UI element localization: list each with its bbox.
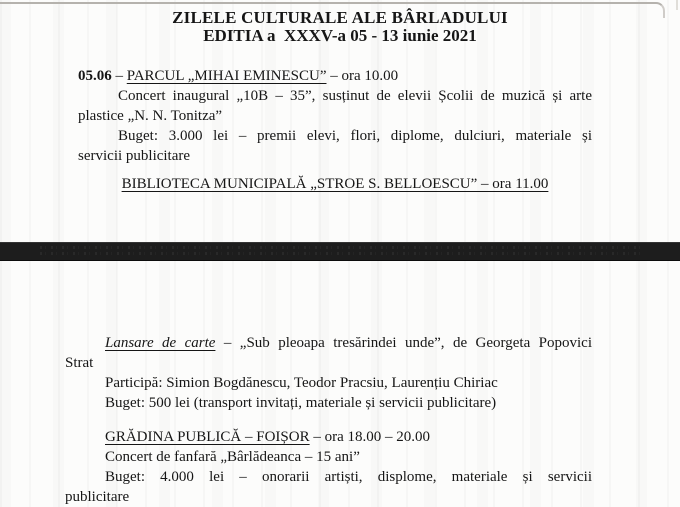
event-parcul-description-line2: plastice „N. N. Tonitza” (78, 108, 223, 124)
event-parcul-heading-line (78, 66, 592, 86)
event-gradina-venue: GRĂDINA PUBLICĂ – FOIȘOR (105, 429, 310, 445)
event-parcul-separator: – (111, 68, 127, 84)
document-header (0, 8, 680, 45)
event-parcul-budget-line2: servicii publicitare (78, 148, 191, 164)
document-subtitle: EDITIA a XXXV-a 05 - 13 iunie 2021 (203, 26, 477, 45)
book-launch-participants: Participă: Simion Bogdănescu, Teodor Pracsiu, Laurențiu Chiriac (105, 375, 498, 391)
event-gradina-heading-line (65, 427, 592, 447)
event-parcul-section (78, 66, 592, 166)
event-biblioteca-heading: BIBLIOTECA MUNICIPALĂ „STROE S. BELLOESCU” – ora 11.00 (121, 176, 549, 192)
book-launch-title-author: „Sub pleoapa tresărindei unde”, de Georgeta Popovici (239, 335, 592, 351)
redacted-bar (0, 242, 680, 261)
book-launch-separator: – (215, 335, 240, 351)
book-launch-budget: Buget: 500 lei (transport invitați, materiale și servicii publicitare) (105, 395, 497, 411)
document-title: ZILELE CULTURALE ALE BÂRLADULUI (172, 8, 508, 27)
event-parcul-date: 05.06 (78, 68, 112, 84)
event-gradina-description: Concert de fanfară „Bârlădeanca – 15 ani” (105, 449, 360, 465)
event-parcul-description-line1: Concert inaugural „10B – 35”, susținut de elevii Școlii de muzică și arte (118, 88, 592, 104)
event-gradina-budget-line1: Buget: 4.000 lei – onorarii artiști, displome, materiale și servicii (105, 469, 592, 485)
event-gradina-budget-line2: publicitare (65, 489, 130, 505)
book-launch-line1 (65, 333, 592, 353)
event-lansare-section (65, 333, 592, 413)
event-parcul-budget-line1: Buget: 3.000 lei – premii elevi, flori, diplome, dulciuri, materiale și (118, 128, 592, 144)
event-gradina-time: – ora 18.00 – 20.00 (309, 429, 431, 445)
event-gradina-section (65, 427, 592, 507)
event-parcul-venue: PARCUL „MIHAI EMINESCU” (126, 68, 327, 84)
book-launch-label: Lansare de carte (105, 335, 216, 351)
book-launch-line2: Strat (65, 355, 94, 371)
event-parcul-time: – ora 10.00 (326, 68, 399, 84)
